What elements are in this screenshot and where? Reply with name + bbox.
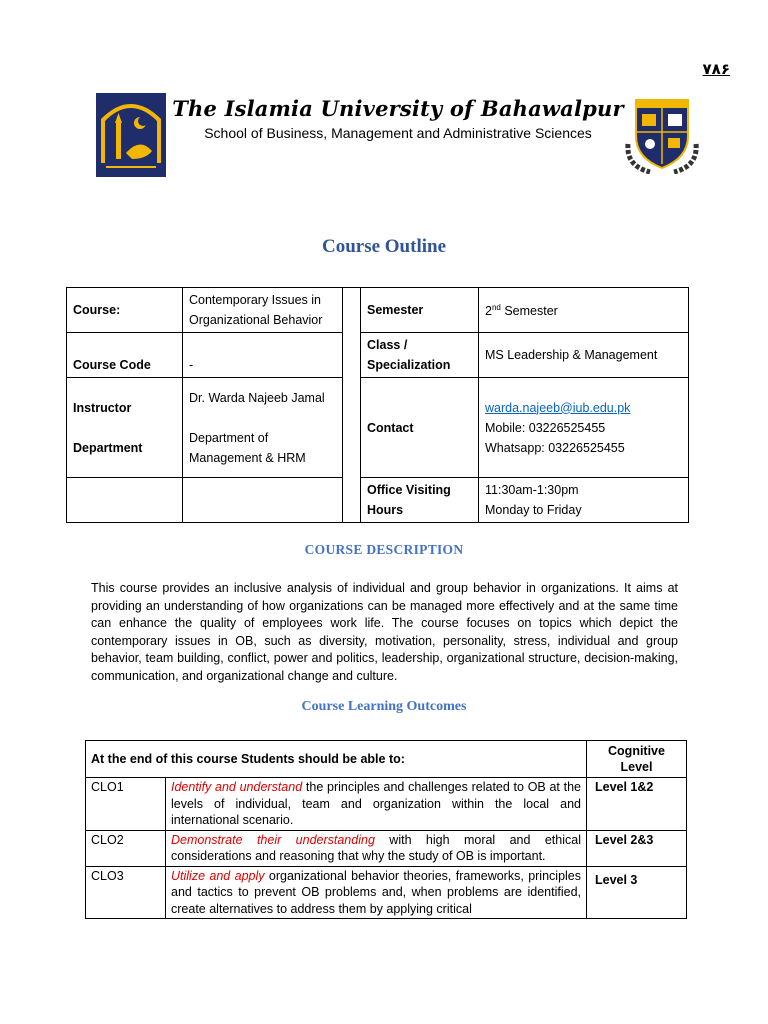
clo-id: CLO2 [86,830,166,866]
clo-highlight: Utilize and apply [171,868,265,883]
clo-text [166,778,587,831]
course-code-label: Course Code [67,333,183,378]
page-title: Course Outline [321,236,447,257]
clo-level: Level 3 [587,866,687,919]
semester-suffix: nd [491,303,501,313]
clo-id: CLO1 [86,778,166,831]
department-value: Department of Management & HRM [189,430,306,465]
course-info-table [66,287,689,523]
clo-description: the principles and challenges related to OB at the levels of individual, team and organization within the local and international scenario. [171,780,582,827]
semester-text: Semester [500,304,558,319]
office-hours-value [479,478,689,523]
clo-level: Level 2&3 [587,830,687,866]
mobile-number: Mobile: 03226525455 [485,420,606,435]
cognitive-level-head: Cognitive Level [587,741,687,778]
instructor-label: Instructor [73,400,132,415]
clo-description: with high moral and ethical considerations and reasoning that why the study of OB is important. [171,832,581,863]
clo-highlight: Identify and understand [171,780,303,794]
clo-table [85,740,687,919]
department-label: Department [73,440,143,455]
course-value: Contemporary Issues in Organizational Behavior [183,288,343,333]
course-label: Course: [67,288,183,333]
clo-description: organizational behavior theories, frameworks, principles and tactics to prevent OB problems and, when problems are identified, create alternatives to address them by applying critical [171,868,581,916]
class-value: MS Leadership & Management [479,333,689,378]
description-heading: COURSE DESCRIPTION [304,542,464,557]
clo-highlight: Demonstrate their understanding [171,832,375,847]
clo-text [166,830,587,866]
contact-label: Contact [361,378,479,478]
email-link[interactable]: warda.najeeb@iub.edu.pk [485,400,631,415]
clo-table-head: At the end of this course Students should be able to: [86,741,587,778]
semester-number: 2 [485,304,492,319]
office-days: Monday to Friday [485,503,582,517]
empty-cell [67,478,183,523]
class-label: Class / Specialization [361,333,479,378]
clo-id: CLO3 [86,866,166,919]
instructor-department-labels [67,378,183,478]
school-name: School of Business, Management and Administrative Sciences [204,125,592,141]
course-code-value: - [183,333,343,378]
clo-level: Level 1&2 [587,778,687,831]
description-text: This course provides an inclusive analysis of individual and group behavior in organizations. It aims at providing an understanding of how organizations can be managed more effectively and at the same time can enhance the quality of employees work life. The course focuses on topics which depict the contemporary issues in OB, such as diversity, motivation, personality, stress, individual and group behavior, team building, conflict, power and politics, leadership, organizational structure, decision-making, communication, and organizational change and culture. [91,581,678,683]
table-gap [343,288,361,523]
empty-cell [183,478,343,523]
semester-value [479,288,689,333]
university-name: The Islamia University of Bahawalpur [172,96,624,121]
outcomes-heading: Course Learning Outcomes [301,699,467,714]
instructor-value: Dr. Warda Najeeb Jamal [189,390,325,405]
contact-value [479,378,689,478]
office-time: 11:30am-1:30pm [485,483,579,497]
school-crest [624,94,700,174]
bismillah-number: ۷۸۶ [702,60,730,78]
instructor-department-values [183,378,343,478]
semester-label: Semester [361,288,479,333]
office-hours-label: Office Visiting Hours [361,478,479,523]
whatsapp-number: Whatsapp: 03226525455 [485,440,625,455]
university-logo [96,93,166,177]
clo-text [166,866,587,919]
